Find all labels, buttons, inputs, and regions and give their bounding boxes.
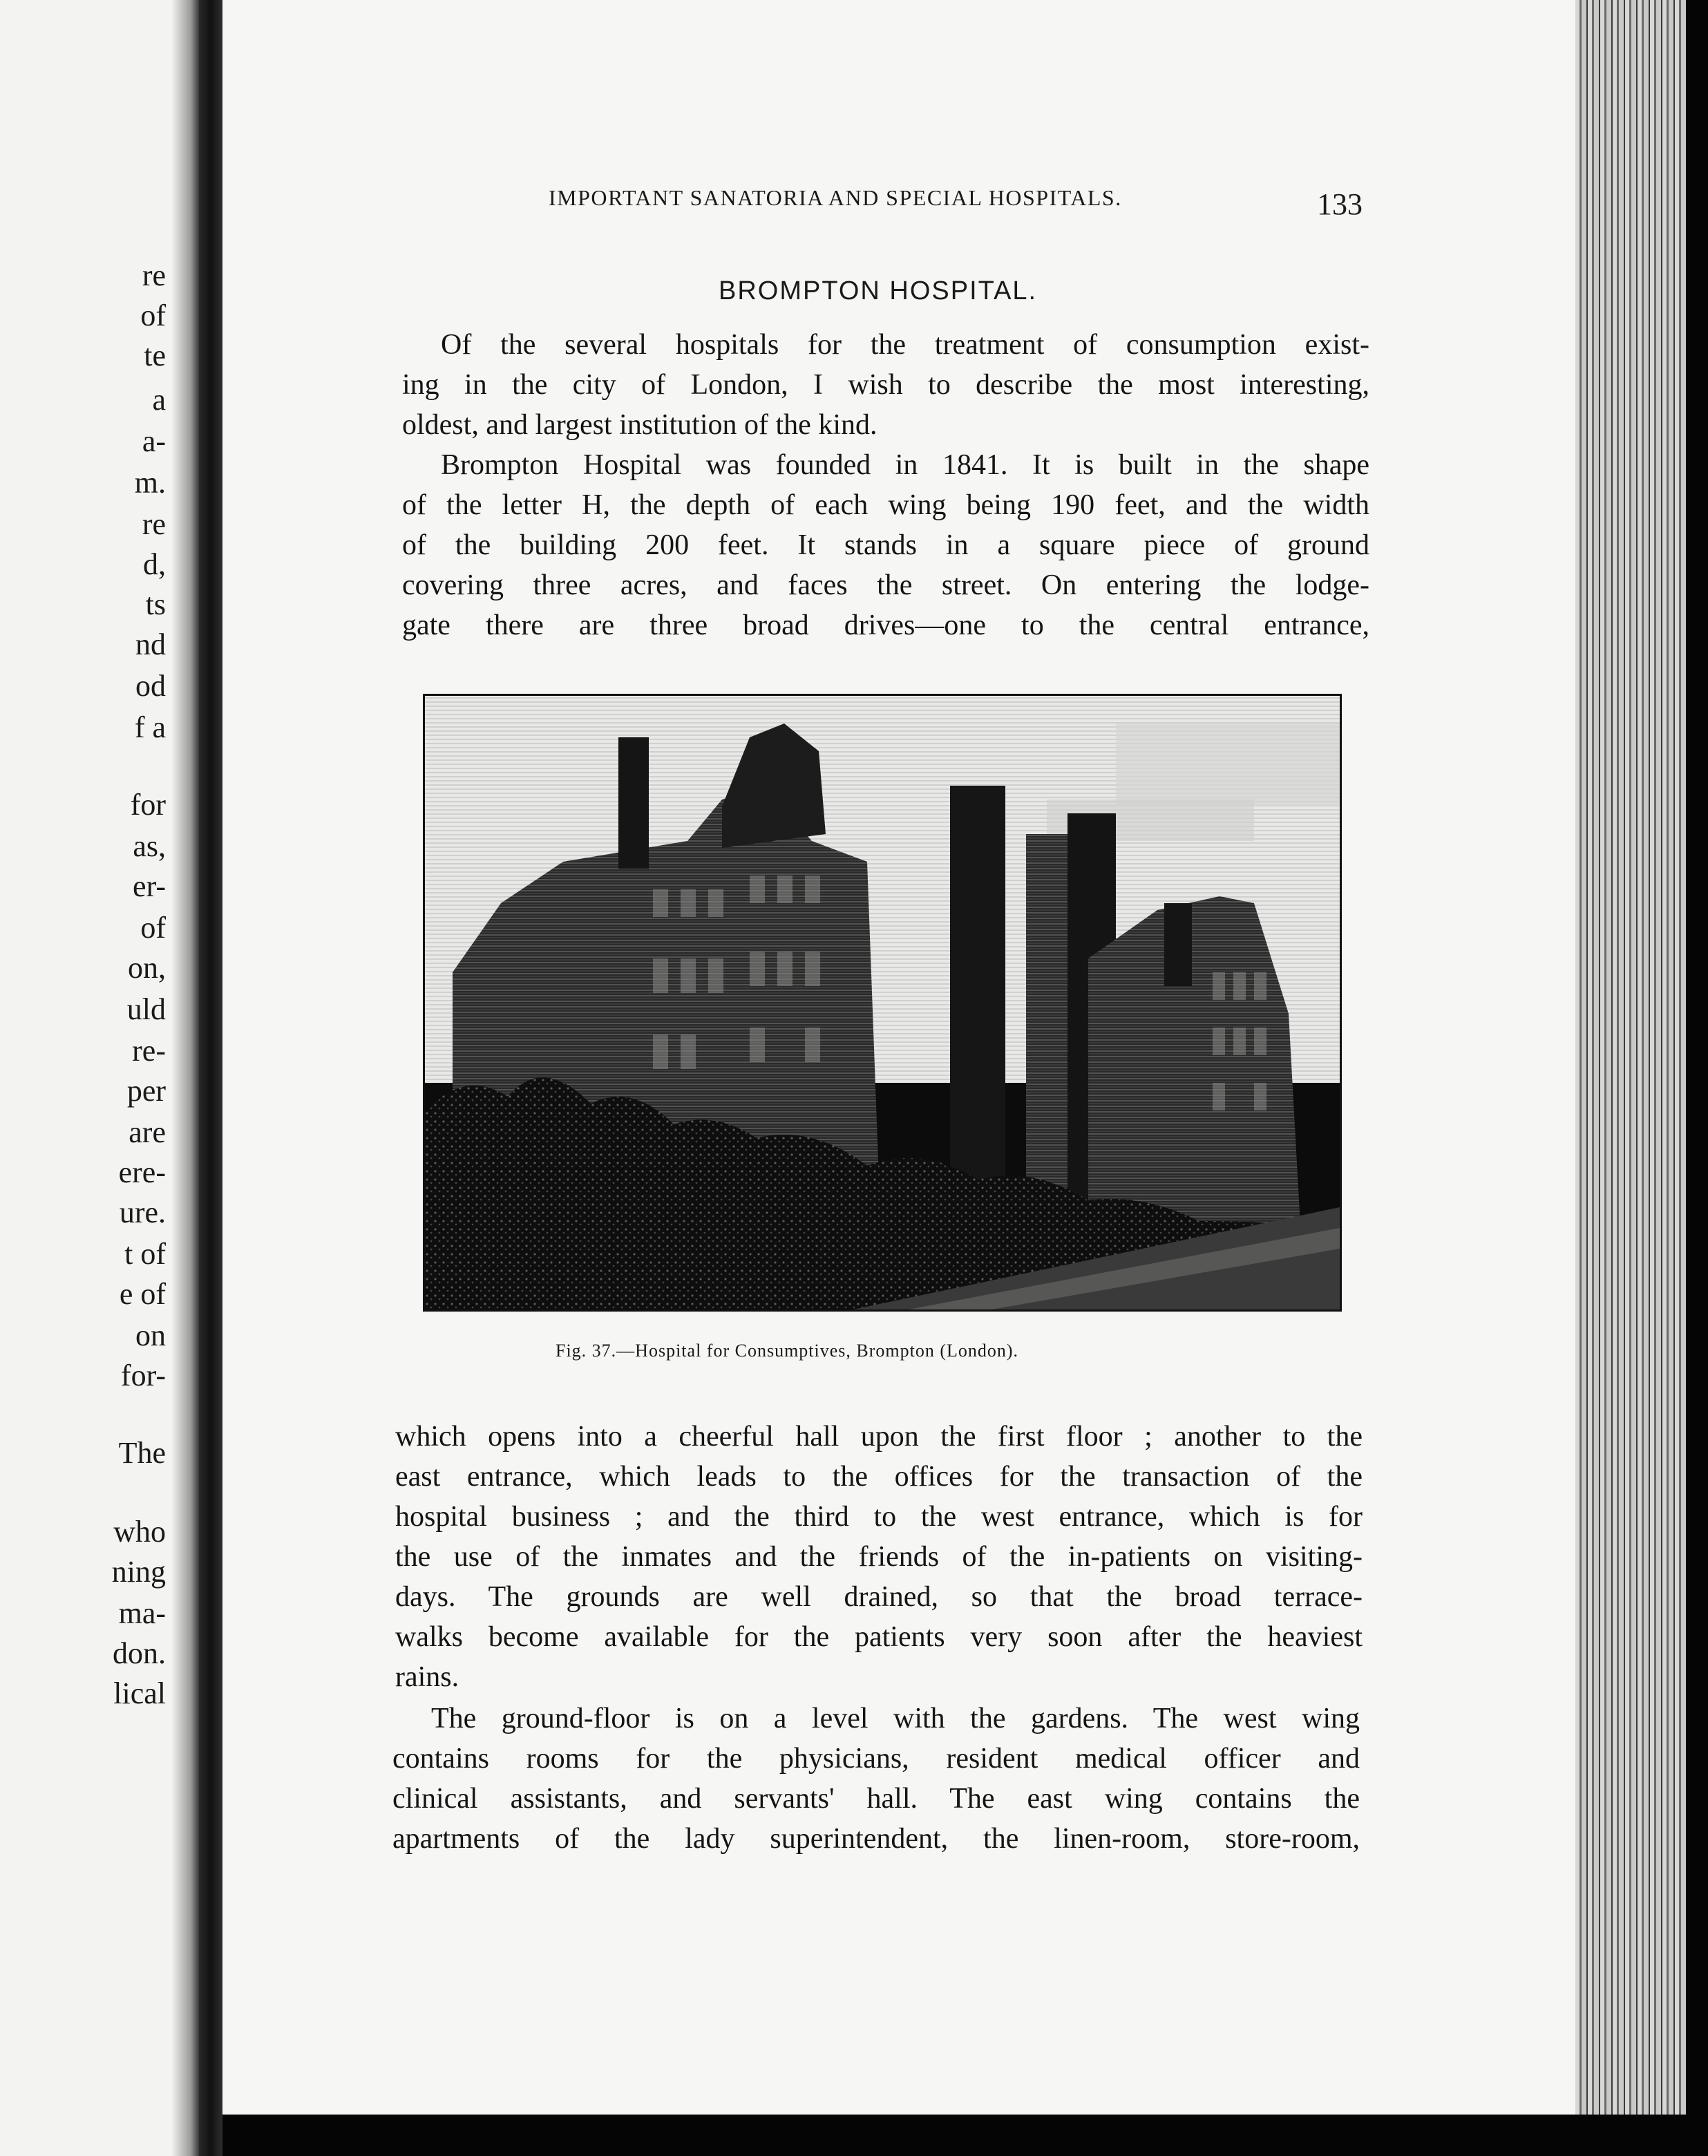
text-line: covering three acres, and faces the street. On entering the lodge- [402, 569, 1369, 601]
left-page-fragment: re [142, 258, 166, 292]
text-line: east entrance, which leads to the offices for the transaction of the [395, 1461, 1363, 1493]
left-page-fragment: of [140, 911, 166, 945]
hospital-engraving-image [425, 696, 1340, 1309]
text-line: of the letter H, the depth of each wing being 190 feet, and the width [402, 489, 1369, 521]
left-page-fragment: a [152, 383, 166, 417]
text-line: oldest, and largest institution of the kind. [402, 409, 877, 441]
running-head: IMPORTANT SANATORIA AND SPECIAL HOSPITALS. [549, 185, 1122, 210]
left-page-fragment: er- [133, 869, 166, 903]
left-page-fragment: re [142, 507, 166, 541]
page-number: 133 [1317, 187, 1363, 221]
text-line: the use of the inmates and the friends of the in-patients on visiting- [395, 1541, 1363, 1573]
text-line: contains rooms for the physicians, resident medical officer and [392, 1743, 1360, 1775]
left-page-fragment: on [135, 1318, 166, 1352]
text-line: Brompton Hospital was founded in 1841. It is built in the shape [441, 449, 1369, 481]
left-page-fragment: ts [145, 587, 166, 621]
text-line: walks become available for the patients very soon after the heaviest [395, 1621, 1363, 1653]
left-page-fragment: for- [120, 1359, 166, 1392]
text-line: ing in the city of London, I wish to describe the most interesting, [402, 369, 1369, 401]
paragraph-2 [402, 445, 1369, 645]
left-page-fragment: The [118, 1436, 166, 1470]
left-page-fragment: ning [111, 1555, 166, 1589]
left-page-fragment: for [130, 788, 166, 822]
text-line: The ground-floor is on a level with the gardens. The west wing [431, 1703, 1360, 1734]
left-page-fragment: m. [134, 466, 166, 500]
left-page-fragment: don. [113, 1636, 166, 1670]
page-fore-edge [1575, 0, 1686, 2115]
paragraph-3 [395, 1417, 1363, 1697]
left-page-fragment: lical [113, 1676, 166, 1710]
paragraph-1 [402, 325, 1369, 445]
left-page-fragment: of [140, 299, 166, 332]
text-line: which opens into a cheerful hall upon the first floor ; another to the [395, 1421, 1363, 1453]
left-page-fragment: uld [126, 992, 166, 1026]
text-line: apartments of the lady superintendent, the linen-room, store-room, [392, 1823, 1360, 1855]
left-page-fragment: ere- [118, 1155, 166, 1189]
left-page-fragment: te [144, 339, 166, 372]
left-page-fragment: on, [128, 951, 166, 985]
left-page-fragment: d, [143, 547, 166, 581]
left-page-fragment: ure. [119, 1195, 166, 1229]
text-line: rains. [395, 1661, 459, 1693]
left-page-fragment: e of [119, 1277, 166, 1311]
left-page-fragment: re- [132, 1034, 166, 1068]
left-page-fragment: t of [124, 1237, 166, 1271]
left-facing-page [0, 0, 199, 2156]
gutter-shadow [171, 0, 199, 2156]
left-page-fragment: per [126, 1074, 166, 1108]
text-line: days. The grounds are well drained, so that the broad terrace- [395, 1581, 1363, 1613]
left-page-fragment: nd [135, 627, 166, 661]
section-title: BROMPTON HOSPITAL. [719, 276, 1038, 305]
text-line: hospital business ; and the third to the west entrance, which is for [395, 1501, 1363, 1533]
text-line: Of the several hospitals for the treatment of consumption exist- [441, 329, 1369, 361]
left-page-fragment: ma- [118, 1596, 166, 1630]
left-page-fragment: as, [133, 829, 166, 863]
paragraph-4 [392, 1699, 1360, 1859]
text-line: clinical assistants, and servants' hall. The east wing contains the [392, 1783, 1360, 1815]
left-page-fragment: f a [134, 710, 166, 744]
figure-caption: Fig. 37.—Hospital for Consumptives, Brompton (London). [556, 1341, 1019, 1361]
text-line: gate there are three broad drives—one to the central entrance, [402, 609, 1369, 641]
left-page-fragment: a- [142, 424, 166, 458]
text-line: of the building 200 feet. It stands in a square piece of ground [402, 529, 1369, 561]
hospital-engraving-figure [423, 694, 1342, 1312]
left-page-fragment: who [113, 1515, 166, 1549]
left-page-fragment: od [135, 669, 166, 703]
left-page-fragment: are [129, 1115, 166, 1149]
book-spine [199, 0, 222, 2156]
